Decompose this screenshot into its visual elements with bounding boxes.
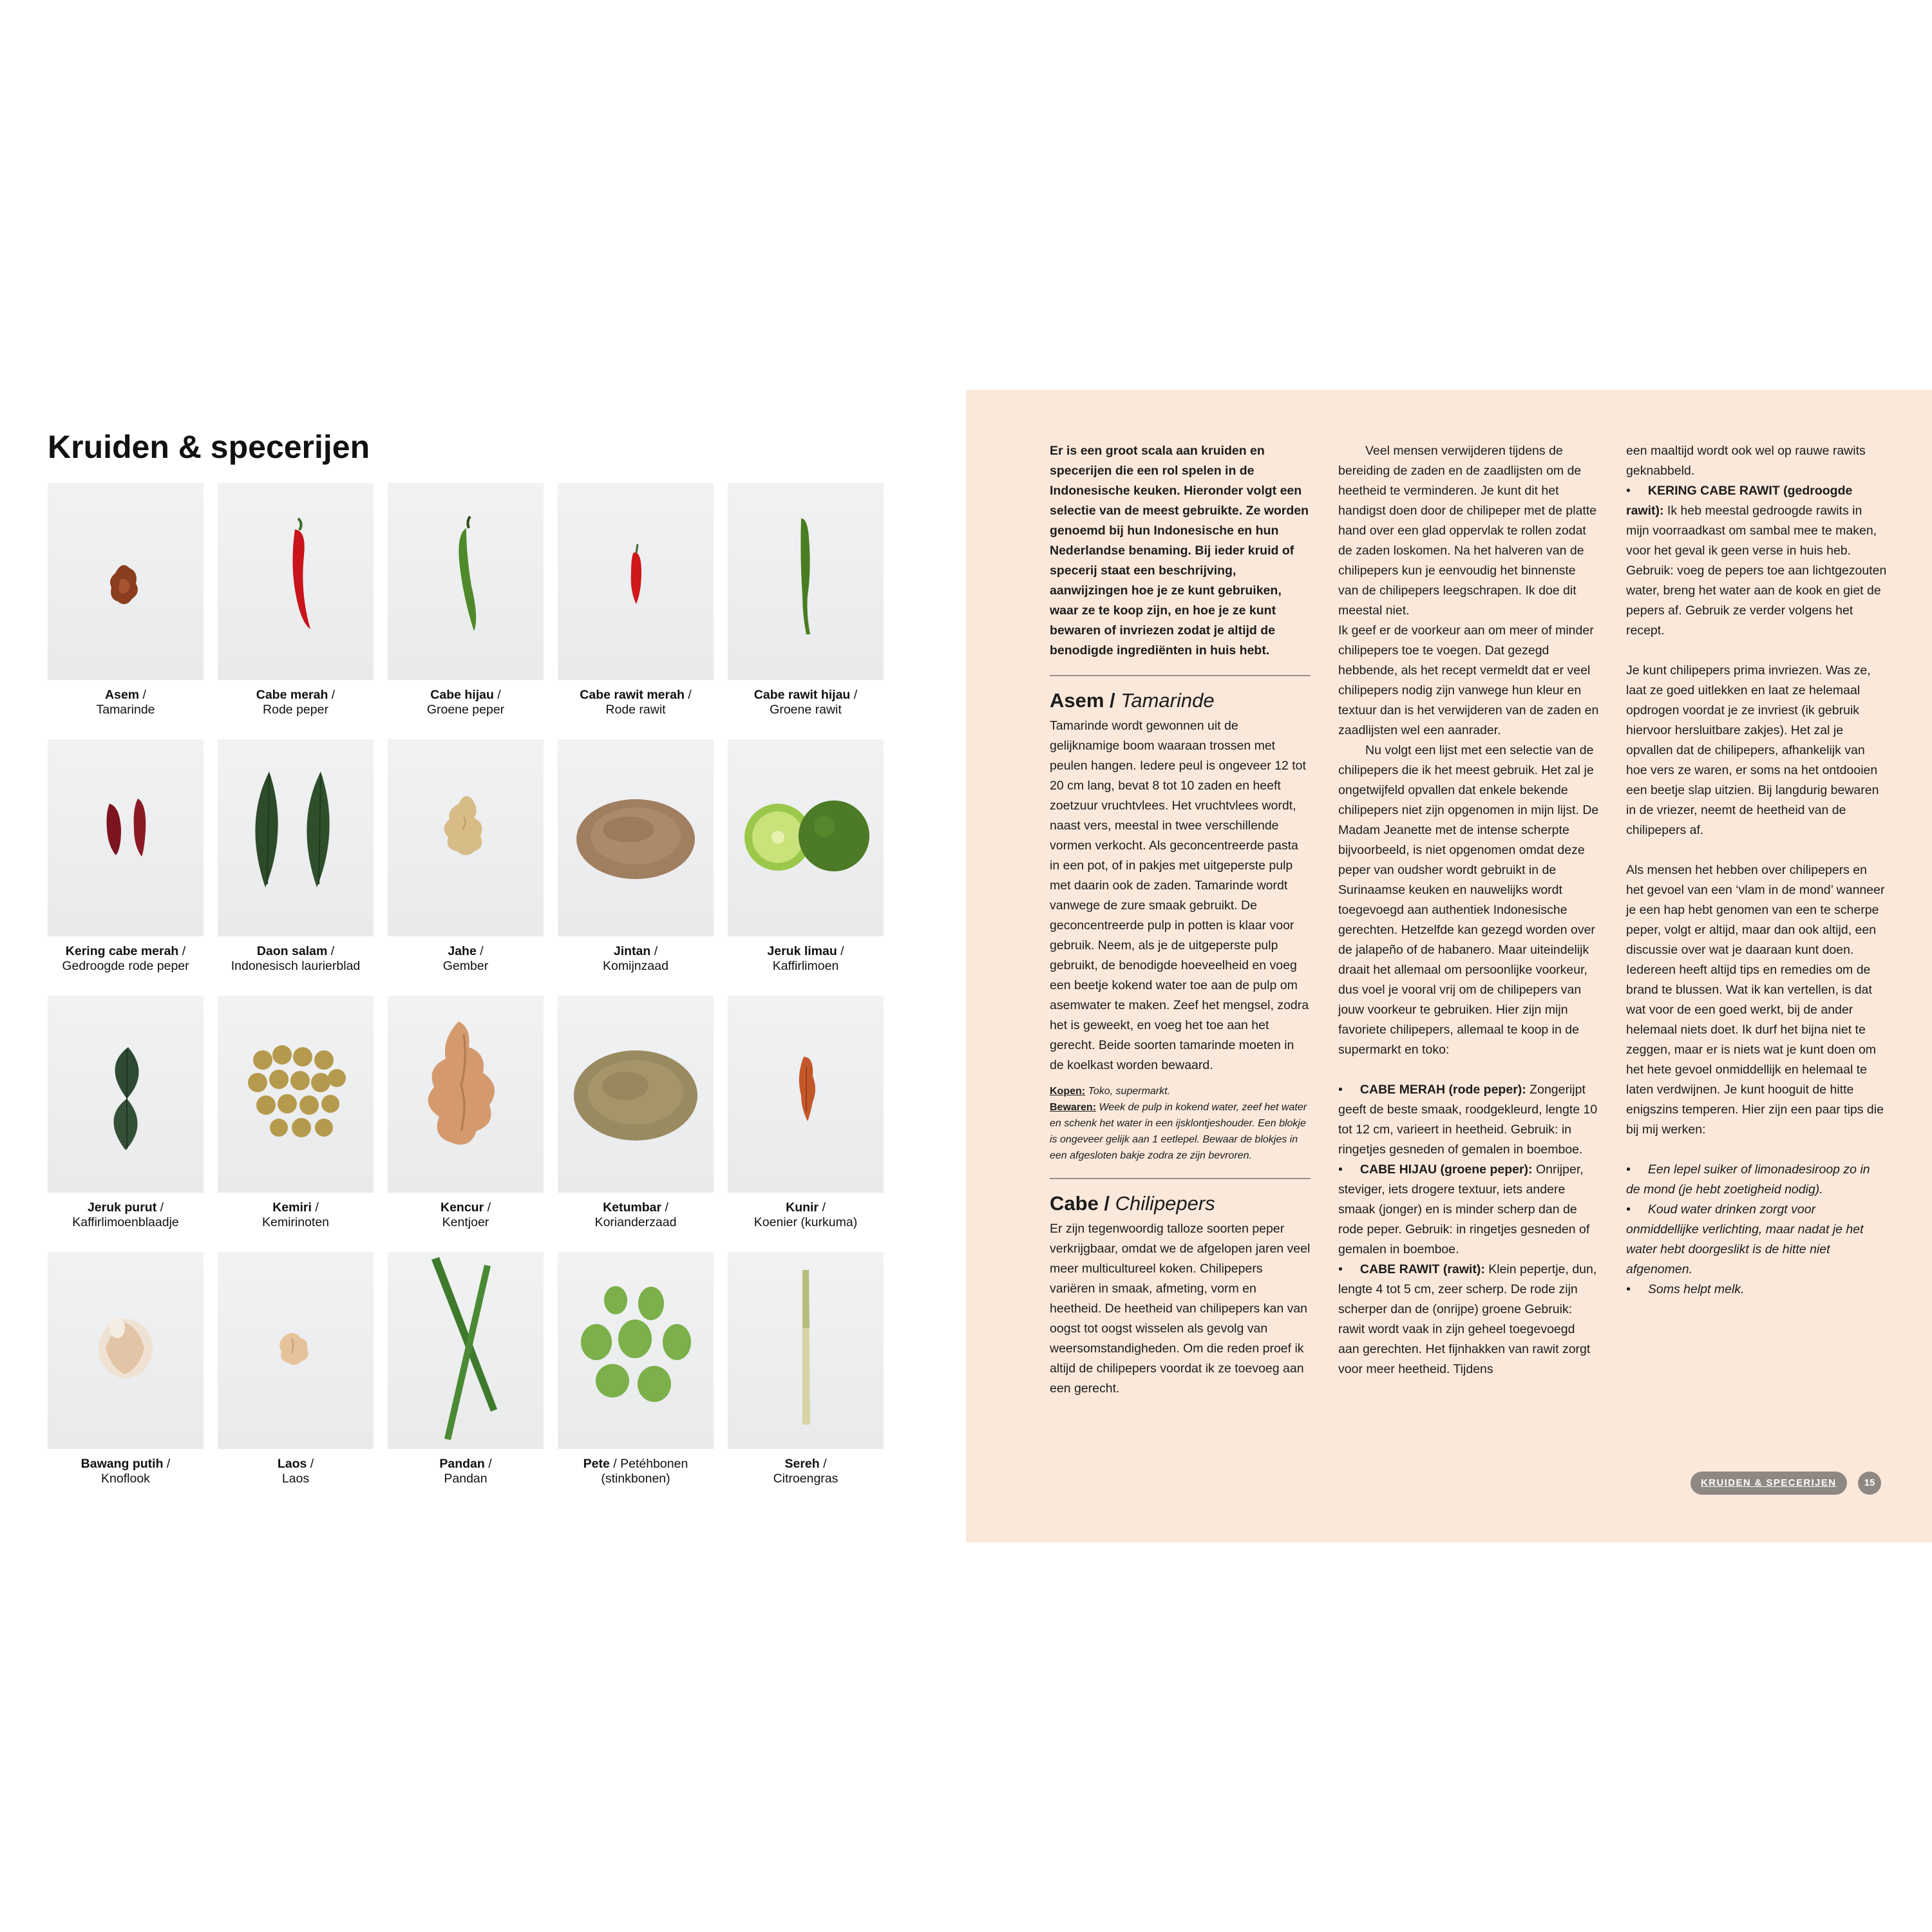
tip-item: • Koud water drinken zorgt voor onmiddellijke verlichting, maar nadat je het water hebt doorgeslikt is de hitte niet afgenomen.: [1626, 1202, 1864, 1276]
bullet-cabe-rawit: • CABE RAWIT (rawit): Klein pepertje, dun, lengte 4 tot 5 cm, zeer scherp. De rode zijn scherper dan de (onrijpe) groene Gebruik: rawit wordt vaak in zijn geheel toegevoegd aan gerechten. Het fijnhakken van rawit zorgt voor meer heetheid. Tijdens: [1338, 1262, 1597, 1376]
ingredient-caption: Cabe rawit merah / Rode rawit: [580, 688, 692, 717]
ingredient-card-bawang-putih: [48, 1252, 204, 1486]
bawang-putih-photo: [48, 1252, 204, 1449]
kunir-photo: [728, 996, 884, 1193]
asem-description: Tamarinde wordt gewonnen uit de gelijknamige boom waaraan trossen met peulen hangen. Iedere peul is ongeveer 12 tot 20 cm lang, bevat 8 tot 10 zaden en heeft zoetzuur vruchtvlees. Het vruchtvlees wordt, naast vers, meestal in twee verschillende vormen verkocht. Als geconcentreerde pasta in een pot, of in pakjes met uitgeperste pulp met daarin ook de zaden. Tamarinde wordt vanwege de zure smaak gebruikt. De geconcentreerde pulp in potten is klaar voor gebruik. Neem, als je de uitgeperste pulp gebruikt, de benodigde hoeveelheid en voeg een beetje kokend water toe aan de pulp om asemwater te maken. Zeef het mengsel, zodra het is geweekt, en voeg het toe aan het gerecht. Beide soorten tamarinde moeten in de koelkast worden bewaard.: [1050, 719, 1309, 1072]
paragraph: Ik geef er de voorkeur aan om meer of minder chilipepers toe te voegen. Dat gezegd hebbende, als het recept vermeldt dat er veel chilipepers nodig zijn vanwege hun kleur en textuur dan is het verwijderen van de zaden en zaadlijsten wel een aanrader.: [1338, 623, 1599, 737]
ingredient-card-kunir: [728, 996, 884, 1230]
ingredient-card-jeruk-purut: [48, 996, 204, 1230]
ingredient-card-kering-cabe-merah: [48, 739, 204, 974]
section-heading-asem: Asem / Tamarinde: [1050, 689, 1215, 712]
kering-cabe-merah-photo: [48, 739, 204, 936]
ingredient-caption: Bawang putih / Knoflook: [80, 1457, 171, 1486]
bullet-cabe-hijau: • CABE HIJAU (groene peper): Onrijper, steviger, iets drogere textuur, iets andere smaak (jonger) en is minder scherp dan de rode peper. Gebruik: in ringetjes gesneden of gemalen in boemboe.: [1338, 1162, 1590, 1256]
ingredient-card-cabe-rawit-merah: [558, 483, 714, 717]
cabe-rawit-hijau-photo: [728, 483, 884, 680]
ingredient-card-cabe-hijau: [388, 483, 544, 717]
tip-item: • Een lepel suiker of limonadesiroop zo in de mond (je hebt zoetigheid nodig).: [1626, 1162, 1870, 1197]
ingredient-caption: Kering cabe merah / Gedroogde rode peper: [62, 944, 189, 973]
ingredient-card-cabe-merah: [218, 483, 374, 717]
cabe-rawit-merah-photo: [558, 483, 714, 680]
cabe-merah-photo: [218, 483, 374, 680]
ingredient-card-asem: [48, 483, 204, 717]
ingredient-caption: Jahe / Gember: [442, 944, 489, 973]
ingredient-caption: Asem / Tamarinde: [96, 688, 155, 717]
ingredient-card-jintan: [558, 739, 714, 974]
ingredient-card-cabe-rawit-hijau: [728, 483, 884, 717]
ingredient-caption: Ketumbar / Korianderzaad: [594, 1200, 677, 1229]
intro-paragraph: Er is een groot scala aan kruiden en specerijen die een rol spelen in de Indonesische keuken. Hieronder volgt een selectie van de meest gebruikte. Ze worden genoemd bij hun Indonesische en hun Nederlandse benaming. Bij ieder kruid of specerij staat een beschrijving, aanwijzingen hoe je ze kunt gebruiken, waar ze te koop zijn, en hoe je ze kunt bewaren of invriezen zodat je altijd de benodigde ingrediënten in huis hebt.: [1050, 444, 1309, 658]
paragraph: Je kunt chilipepers prima invriezen. Was ze, laat ze goed uitlekken en laat ze helemaal opdrogen voordat je ze invriest (ik gebruik hiervoor hersluitbare zakjes). Het zal je opvallen dat de chilipepers, afhankelijk van hoe vers ze waren, er soms na het ontdooien een beetje slap uitzien. Bij langdurig bewaren in de vriezer, neemt de heetheid van de chilipepers af.: [1626, 663, 1879, 837]
bullet-kering-cabe-rawit: • KERING CABE RAWIT (gedroogde rawit): Ik heb meestal gedroogde rawits in mijn voorraadkast om sambal mee te maken, voor het geval ik geen verse in huis heb. Gebruik: voeg de pepers toe aan lichtgezouten water, breng het water aan de kook en giet de pepers af. Gebruik ze verder volgens het recept.: [1626, 484, 1887, 638]
ingredient-caption: Pete / Petéhbonen (stinkbonen): [583, 1457, 688, 1486]
asem-buy-note: Kopen: Toko, supermarkt. Bewaren: Week de pulp in kokend water, zeef het water en schenk het water in een ijsklontjeshouder. Een blokje is ongeveer gelijk aan 1 eetlepel. Bewaar de blokjes in een afgesloten bakje zodra ze zijn bevroren.: [1050, 1086, 1307, 1161]
paragraph: Nu volgt een lijst met een selectie van de chilipepers die ik het meest gebruik. Het zal je ongetwijfeld opvallen dat enkele bekende chilipepers niet zijn opgenomen in mijn lijst. De Madam Jeanette met de intense scherpte bijvoorbeeld, is niet opgenomen omdat deze peper van oudsher wordt gebruikt in de Surinaamse keuken en nauwelijks wordt toegevoegd aan authentiek Indonesische gerechten. Hetzelfde kan gezegd worden over de jalapeño of de habanero. Maar uiteindelijk draait het allemaal om persoonlijke voorkeur, dus voel je vooral vrij om de chilipepers van jouw voorkeur te gebruiken. Hier zijn mijn favoriete chilipepers, allemaal te koop in de supermarkt en toko:: [1338, 743, 1599, 1057]
ingredient-caption: Kunir / Koenier (kurkuma): [753, 1200, 858, 1229]
ingredient-card-sereh: [728, 1252, 884, 1486]
daon-salam-photo: [218, 739, 374, 936]
ingredient-caption: Jeruk purut / Kaffirlimoenblaadje: [72, 1200, 179, 1229]
ingredient-card-pandan: [388, 1252, 544, 1486]
ingredient-caption: Jintan / Komijnzaad: [603, 944, 668, 973]
ingredient-caption: Cabe merah / Rode peper: [256, 688, 336, 717]
sereh-photo: [728, 1252, 884, 1449]
ingredient-caption: Cabe hijau / Groene peper: [426, 688, 505, 717]
text-column-2: [1338, 441, 1599, 1379]
paragraph: een maaltijd wordt ook wel op rauwe rawits geknabbeld.: [1626, 444, 1866, 478]
kemiri-photo: [218, 996, 374, 1193]
ingredient-card-laos: [218, 1252, 374, 1486]
text-column-3: [1626, 441, 1887, 1300]
paragraph: Als mensen het hebben over chilipepers en het gevoel van een ‘vlam in de mond’ wanneer je een hap hebt genomen van een te scherpe peper, volgt er altijd, maar dan ook altijd, een discussie over wat je daaraan kunt doen. Iedereen heeft altijd tips en remedies om de brand te blussen. Wat ik kan vertellen, is dat wat voor de een goed werkt, bij de ander helemaal niets doet. Ik durf het bijna niet te zeggen, maar er is niets wat je kunt doen om het hete gevoel onmiddellijk en helemaal te laten verdwijnen. Je kunt hooguit de hitte enigszins temperen. Hier zijn een paar tips die bij mij werken:: [1626, 863, 1885, 1137]
laos-photo: [218, 1252, 374, 1449]
jintan-photo: [558, 739, 714, 936]
ingredient-caption: Kemiri / Kemirinoten: [261, 1200, 330, 1229]
ingredient-caption: Jeruk limau / Kaffirlimoen: [767, 944, 844, 973]
ingredient-card-daon-salam: [218, 739, 374, 974]
text-column-1: [1050, 441, 1311, 1399]
ingredient-caption: Pandan / Pandan: [439, 1457, 492, 1486]
section-footer-label: KRUIDEN & SPECERIJEN: [1690, 1472, 1847, 1495]
section-heading-cabe: Cabe / Chilipepers: [1050, 1192, 1215, 1215]
kencur-photo: [388, 996, 544, 1193]
divider: [1050, 675, 1311, 676]
ingredient-card-pete: [558, 1252, 714, 1486]
pandan-photo: [388, 1252, 544, 1449]
ingredient-card-jahe: [388, 739, 544, 974]
jeruk-purut-photo: [48, 996, 204, 1193]
paragraph: Veel mensen verwijderen tijdens de bereiding de zaden en de zaadlijsten om de heetheid te verminderen. Je kunt dit het handigst doen door de chilipeper met de platte hand over een glad oppervlak te rollen zodat de zaden loskomen. Na het halveren van de chilipepers kun je eenvoudig het binnenste van de chilipepers leegschrapen. Ik doe dit meestal niet.: [1338, 444, 1597, 618]
pete-photo: [558, 1252, 714, 1449]
ingredient-card-kencur: [388, 996, 544, 1230]
jahe-photo: [388, 739, 544, 936]
ingredient-caption: Cabe rawit hijau / Groene rawit: [753, 688, 858, 717]
ingredient-card-jeruk-limau: [728, 739, 884, 974]
asem-photo: [48, 483, 204, 680]
ingredient-caption: Laos / Laos: [277, 1457, 314, 1486]
divider: [1050, 1178, 1311, 1179]
bullet-cabe-merah: • CABE MERAH (rode peper): Zongerijpt geeft de beste smaak, roodgekleurd, lengte 10 tot 12 cm, varieert in heetheid. Gebruik: in ringetjes gesneden of gemalen in boemboe.: [1338, 1083, 1598, 1157]
page-number: 15: [1858, 1472, 1881, 1495]
ingredient-card-kemiri: [218, 996, 374, 1230]
ingredient-caption: Sereh / Citroengras: [773, 1457, 838, 1486]
ingredient-caption: Daon salam / Indonesisch laurierblad: [231, 944, 361, 973]
page-title: Kruiden & specerijen: [48, 429, 370, 465]
ketumbar-photo: [558, 996, 714, 1193]
tip-item: • Soms helpt melk.: [1626, 1282, 1745, 1296]
jeruk-limau-photo: [728, 739, 884, 936]
cabe-hijau-photo: [388, 483, 544, 680]
cabe-description: Er zijn tegenwoordig talloze soorten peper verkrijgbaar, omdat we de afgelopen jaren veel meer multicultureel koken. Chilipepers variëren in smaak, afmeting, vorm en heetheid. De heetheid van chilipepers kan van oogst tot oogst wisselen als gevolg van weersomstandigheden. Om die reden proef ik altijd de chilipepers voordat ik ze toevoeg aan een gerecht.: [1050, 1222, 1311, 1396]
ingredient-caption: Kencur / Kentjoer: [440, 1200, 491, 1229]
ingredient-card-ketumbar: [558, 996, 714, 1230]
ingredient-grid: [48, 483, 885, 1494]
text-panel: [966, 390, 1932, 1542]
